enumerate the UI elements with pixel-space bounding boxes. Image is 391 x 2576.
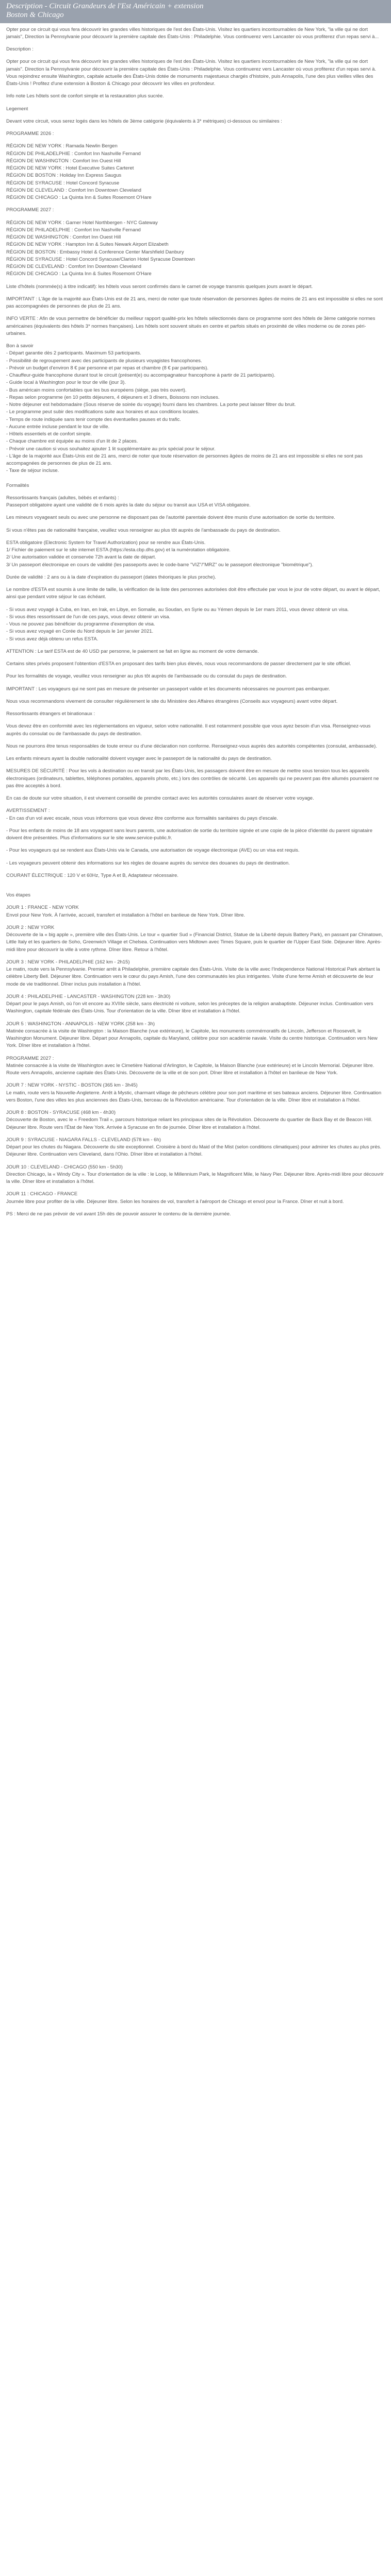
lodging-intro: Devant votre circuit, vous serez logés dans les hôtels de 3ème catégorie (équivalents à 3* métriques) ci-dessous ou similaires :: [6, 118, 282, 124]
hotel-line: RÉGION DE PHILADELPHIE : Comfort Inn Nashville Fernand: [6, 227, 141, 233]
day-text: Départ pour le pays Amish, où l'on vit encore au XVIIIe siècle, sans électricité ni voiture, selon les préceptes de la religion anabaptiste. Déjeuner inclus. Continuation vers Washington, capitale fédérale des États-Unis. Tour d'orientation de la ville. Dîner libre et installation à l'hôtel.: [6, 1001, 373, 1014]
foreign-line: Les enfants mineurs ayant la double nationalité doivent voyager avec le passeport de la nationalité du pays de destination.: [6, 756, 272, 761]
day-text: Départ pour les chutes du Niagara. Découverte du site exceptionnel. Croisière à bord du Maid of the Mist (selon conditions climatiques) pour admirer les chutes au plus près. Déjeuner libre. Continuation vers Cleveland, dans l'Ohio. Dîner libre et installation à l'hôtel.: [6, 1144, 382, 1158]
hotel-line: RÉGION DE BOSTON : Holiday Inn Express Saugus: [6, 173, 122, 179]
good-to-know-item: - Taxe de séjour incluse.: [6, 468, 59, 474]
formalities-line: - Si vous avez déjà obtenu un refus ESTA.: [6, 636, 99, 642]
good-to-know-item: - Départ garantie dès 2 participants. Maximum 53 participants.: [6, 350, 141, 357]
day-text: Découverte de Boston, avec le « Freedom Trail », parcours historique reliant les principaux sites de la Révolution. Découverte du quartier de Back Bay et de Beacon Hill. Déjeuner libre. Route vers l'État de New York. Arrivée à Syracuse en fin de journée. Dîner libre et installation à l'hôtel.: [6, 1117, 372, 1130]
formalities-line: Pour les formalités de voyage, veuillez vous renseigner au plus tôt auprès de l'ambassade ou du consulat du pays de destination.: [6, 673, 287, 680]
formalities-section: [6, 482, 385, 706]
day-text: Le matin, route vers la Pennsylvanie. Premier arrêt à Philadelphie, première capitale des États-Unis. Visite de la ville avec l'Independence National Historical Park abritant la célèbre Liberty Bell. Déjeuner libre. Continuation vers le cœur du pays Amish, l'une des communautés les plus intrigantes. Visite d'une ferme Amish et découverte de leur mode de vie traditionnel. Dîner inclus puis installation à l'hôtel.: [6, 967, 380, 987]
formalities-line: - Si vous avez voyagé en Corée du Nord depuis le 1er janvier 2021.: [6, 629, 154, 635]
day-title: PROGRAMME 2027 :: [6, 1055, 54, 1061]
hotel-line: RÉGION DE NEW YORK : Hampton Inn & Suites Newark Airport Elizabeth: [6, 242, 169, 248]
formalities-line: - Si vous êtes ressortissant de l'un de ces pays, vous devez obtenir un visa.: [6, 614, 171, 620]
formalities-line: 1/ Fichier de paiement sur le site internet ESTA (https://esta.cbp.dhs.gov) et la numérotation obligatoire.: [6, 547, 231, 553]
good-to-know-item: - Bus américain moins confortables que les bus européens (siège, pas très ouvert).: [6, 387, 187, 393]
section-title: Ressortissants étrangers et binationaux :: [6, 711, 95, 717]
formalities-line: Certains sites privés proposent l'obtention d'ESTA en proposant des tarifs bien plus élevés, nous vous recommandons de passer directement par le site officiel.: [6, 661, 351, 667]
hotel-line: RÉGION DE NEW YORK : Ramada Newlin Bergen: [6, 143, 118, 149]
foreign-line: MESURES DE SÉCURITÉ : Pour les vols à destination ou en transit par les États-Unis, les passagers doivent être en mesure de mettre sous tension tous les appareils électroniques (ordinateurs, tablettes, téléphones portables, appareils photo, etc.) lors des contrôles de sécurité. Les appareils qui ne peuvent pas être allumés pourraient ne pas être acceptés à bord.: [6, 768, 379, 789]
hotel-line: RÉGION DE CLEVELAND : Comfort Inn Downtown Cleveland: [6, 264, 141, 269]
intro-section: [6, 26, 385, 100]
day-text: Journée libre pour profiter de la ville. Déjeuner libre. Selon les horaires de vol, transfert à l'aéroport de Chicago et envol pour la France. Dîner et nuit à bord.: [6, 1198, 344, 1205]
intro-paragraph: Opter pour ce circuit qui vous fera découvrir les grandes villes historiques de l'est des États-Unis. Visitez les quartiers incontournables de New York, "la ville qui ne dort jamais", Direction la Pennsylvanie pour découvrir la première capitale des États-Unis : Philadelphie. Vous continuerez vers Lancaster où vous profiterez d'un repas servi à...: [6, 26, 379, 40]
warning-title: AVERTISSEMENT :: [6, 808, 50, 814]
hotel-line: RÉGION DE NEW YORK : Garner Hotel Northbergen - NYC Gateway: [6, 219, 158, 226]
good-to-know-title: Bon à savoir: [6, 343, 34, 349]
foreign-line: Nous ne pourrons être tenus responsables de toute erreur ou d'une déclaration non conforme. Renseignez-vous auprès des autorités compétentes (consulat, ambassade).: [6, 743, 377, 749]
day-title: JOUR 8 : BOSTON - SYRACUSE (468 km - 4h30): [6, 1110, 116, 1115]
description-label: Description :: [6, 46, 34, 52]
formalities-line: - Si vous avez voyagé à Cuba, en Iran, en Irak, en Libye, en Somalie, au Soudan, en Syrie ou au Yémen depuis le 1er mars 2011, vous devez obtenir un visa.: [6, 606, 349, 613]
section-title: Formalités: [6, 482, 29, 488]
footer-note: PS : Merci de ne pas prévoir de vol avant 15h dès de pouvoir assurer le contenu de la dernière journée.: [6, 1211, 231, 1217]
foreign-nationals-section: [6, 710, 385, 892]
hotel-line: RÉGION DE CHICAGO : La Quinta Inn & Suites Rosemont O'Hare: [6, 195, 152, 200]
formalities-line: Le nombre d'ESTA est soumis à une limite de taille, la vérification de la liste des personnes autorisées doit être effectuée par vous le jour de votre départ, ou avant le départ, ainsi que pendant votre séjour le cas échéant.: [6, 587, 380, 600]
warning-line: - Pour les voyageurs qui se rendent aux États-Unis via le Canada, une autorisation de voyage électronique (AVE) ou un visa est requis.: [6, 848, 300, 854]
good-to-know-item: - L'âge de la majorité aux États-Unis est de 21 ans, merci de noter que toute réservation de personnes âgées de moins de 21 ans est impossible si elles ne sont pas accompagnées de personnes de plus de 21 ans.: [6, 453, 363, 466]
info-verte-note: INFO VERTE : Afin de vous permettre de bénéficier du meilleur rapport qualité-prix les hôtels sélectionnés dans ce programme sont des hôtels de 3ème catégorie normes américaines (équivalents des hôtels 3* normes françaises). Les hôtels sont souvent situés en centre et parfois situés en proximité de villes moderne ou de zones péri-urbaines.: [6, 316, 376, 336]
hotel-line: RÉGION DE CHICAGO : La Quinta Inn & Suites Rosemont O'Hare: [6, 271, 152, 277]
good-to-know-item: - Possibilité de regroupement avec des participants de plusieurs voyagistes francophones.: [6, 358, 202, 364]
hotel-note: Liste d'hôtels (nommée(s) à titre indicatif): les hôtels vous seront confirmés dans le carnet de voyage transmis quelques jours avant le départ.: [6, 283, 313, 290]
description-paragraph: Opter pour ce circuit qui vous fera découvrir les grandes villes historiques de l'est des États-Unis. Visitez les quartiers incontournables de New York, "la ville qui ne dort jamais". Direction la Pennsylvanie pour découvrir la première capitale des États-Unis : Philadelphie. Vous continuerez vers Lancaster où vous profiterez d'un repas servi à. Vous rejoindrez ensuite Washington, capitale actuelle des États-Unis dotée de monuments majestueux chargés d'histoire, puis Annapolis, l'une des plus vieilles villes des États-Unis ! Profitez d'une extension à Boston & Chicago pour découvrir les villes en profondeur.: [6, 59, 376, 87]
good-to-know-item: - Aucune entrée incluse pendant le tour de ville.: [6, 423, 110, 430]
good-to-know-item: - Temps de route indiquée sans tenir compte des éventuelles pauses et du trafic.: [6, 416, 181, 422]
info-note: Info note Les hôtels sont de confort simple et la restauration plus sucrée.: [6, 93, 164, 99]
day-text: Le matin, route vers la Nouvelle-Angleterre. Arrêt à Mystic, charmant village de pêcheurs célèbre pour son port maritime et ses bateaux anciens. Déjeuner libre. Continuation vers Boston, l'une des villes les plus anciennes des États-Unis, berceau de la Révolution américaine. Tour d'orientation de la ville. Dîner libre et installation à l'hôtel.: [6, 1090, 382, 1103]
formalities-line: 2/ Une autorisation validée et conservée 72h avant la date de départ.: [6, 554, 156, 561]
hotel-line: RÉGION DE WASHINGTON : Comfort Inn Ouest Hill: [6, 234, 121, 240]
warning-line: - Pour les enfants de moins de 18 ans voyageant sans leurs parents, une autorisation de sortie du territoire signée et une copie de la pièce d'identité du parent signataire doivent être présentées. Plus d'informations sur le site www.service-public.fr.: [6, 827, 373, 841]
header-title-line1: Description - Circuit Grandeurs de l'Est Américain + extension: [6, 2, 204, 10]
hotel-line: RÉGION DE CLEVELAND : Comfort Inn Downtown Cleveland: [6, 187, 141, 193]
lodging-section: [6, 106, 385, 482]
good-to-know-item: - Le programme peut subir des modifications suite aux horaires et aux conditions locales.: [6, 409, 200, 415]
good-to-know-item: - Repas selon programme (en 10 petits déjeuners, 4 déjeuners et 3 dîners, Boissons non incluses.: [6, 394, 220, 400]
day-title: JOUR 1 : FRANCE - NEW YORK: [6, 905, 79, 911]
section-title: Legement: [6, 106, 28, 112]
day-title: JOUR 11 : CHICAGO - FRANCE: [6, 1191, 78, 1197]
day-title: JOUR 5 : WASHINGTON - ANNAPOLIS - NEW YORK (258 km - 3h): [6, 1021, 155, 1027]
important-note: IMPORTANT : L'âge de la majorité aux États-Unis est de 21 ans, merci de noter que toute réservation de personnes âgées de moins de 21 ans est impossible si elles ne sont pas accompagnées de personnes de plus de 21 ans.: [6, 296, 383, 309]
hotel-line: RÉGION DE BOSTON : Embassy Hotel & Conference Center Marshfield Danbury: [6, 249, 184, 255]
page-header: [0, 0, 391, 23]
day-title: JOUR 4 : PHILADELPHIE - LANCASTER - WASHINGTON (228 km - 3h30): [6, 993, 171, 999]
day-text: Direction Chicago, la « Windy City ». Tour d'orientation de la ville : le Loop, le Millennium Park, le Magnificent Mile, le Navy Pier. Déjeuner libre. Après-midi libre pour découvrir la ville. Dîner libre et installation à l'hôtel.: [6, 1171, 384, 1184]
formalities-line: ATTENTION : Le tarif ESTA est de 40 USD par personne, le paiement se fait en ligne au moment de votre demande.: [6, 648, 259, 654]
foreign-line: Vous devez être en conformité avec les réglementations en vigueur, selon votre nationalité. Il est notamment possible que vous ayez besoin d'un visa. Renseignez-vous auprès du consulat ou de l'ambassade du pays de destination.: [6, 723, 371, 737]
day-text: Découverte de la « big apple », première ville des États-Unis. Le tour « quartier Sud » (Financial District, Statue de la Liberté depuis Battery Park), en passant par Chinatown, Little Italy et les quartiers de Soho, Greenwich Village et Chelsea. Continuation vers Midtown avec Times Square, puis le quartier de l'Upper East Side. Déjeuner libre. Après-midi libre pour découvrir la ville à votre rythme. Dîner libre. Retour à l'hôtel.: [6, 932, 383, 953]
hotel-line: RÉGION DE WASHINGTON : Comfort Inn Ouest Hill: [6, 158, 121, 164]
warning-line: - En cas d'un vol avec escale, nous vous informons que vous devez être conforme aux formalités sanitaires du pays d'escale.: [6, 815, 278, 821]
electric-current-note: COURANT ÉLECTRIQUE : 120 V et 60Hz, Type A et B, Adaptateur nécessaire.: [6, 872, 178, 878]
foreign-line: En cas de doute sur votre situation, il est vivement conseillé de prendre contact avec les autorités consulaires avant de réserver votre voyage.: [6, 795, 314, 801]
formalities-line: Passeport obligatoire ayant une validité de 6 mois après la date du séjour ou transit aux USA et VISA obligatoire.: [6, 502, 251, 508]
formalities-line: ESTA obligatoire (Electronic System for Travel Authorization) pour se rendre aux États-Unis.: [6, 539, 206, 546]
hotel-line: RÉGION DE SYRACUSE : Hotel Concord Syracuse: [6, 180, 120, 186]
formalities-line: IMPORTANT : Les voyageurs qui ne sont pas en mesure de présenter un passeport valide et les documents nécessaires ne pourront pas embarquer.: [6, 686, 330, 692]
program-label: PROGRAMME 2026 :: [6, 131, 54, 137]
formalities-line: Durée de validité : 2 ans ou à la date d'expiration du passeport (dates théoriques le plus proche).: [6, 574, 216, 580]
itinerary-section: [6, 892, 385, 1218]
good-to-know-item: - Chaque chambre est équipée au moins d'un lit de 2 places.: [6, 438, 138, 445]
warning-line: - Les voyageurs peuvent obtenir des informations sur les règles de douane auprès du service des douanes du pays de destination.: [6, 860, 290, 866]
good-to-know-item: - Prévoir un budget d'environ 8 € par personne et par repas et chambre (8 € par participants).: [6, 365, 209, 371]
day-title: JOUR 9 : SYRACUSE - NIAGARA FALLS - CLEVELAND (578 km - 6h): [6, 1137, 161, 1143]
formalities-line: Ressortissants français (adultes, bébés et enfants) :: [6, 495, 119, 501]
content: [0, 23, 391, 1234]
formalities-line: 3/ Un passeport électronique en cours de validité (les passeports avec le code-barre "VIZ"/"MRZ" ou le passeport électronique "biométrique").: [6, 562, 314, 568]
section-title: Vos étapes: [6, 892, 31, 898]
day-title: JOUR 2 : NEW YORK: [6, 924, 55, 930]
formalities-line: Nous vous recommandons vivement de consulter régulièrement le site du Ministère des Affaires étrangères (Conseils aux voyageurs) avant votre départ.: [6, 698, 338, 704]
hotel-line: RÉGION DE PHILADELPHIE : Comfort Inn Nashville Fernand: [6, 150, 141, 157]
hotel-line: RÉGION DE SYRACUSE : Hotel Concord Syracuse/Clarion Hotel Syracuse Downtown: [6, 256, 195, 262]
header-title-line2: Boston & Chicago: [6, 11, 64, 20]
good-to-know-item: - Prévoir une caution si vous souhaitez ajouter 1 lit supplémentaire au prix spécial pour le séjour.: [6, 446, 216, 452]
formalities-line: Si vous n'êtes pas de nationalité française, veuillez vous renseigner au plus tôt auprès de l'ambassade du pays de destination.: [6, 527, 281, 533]
day-title: JOUR 10 : CLEVELAND - CHICAGO (550 km - 5h30): [6, 1164, 123, 1170]
day-text: Envol pour New York. À l'arrivée, accueil, transfert et installation à l'hôtel en banlieue de New York. Dîner libre.: [6, 912, 246, 918]
program-label: PROGRAMME 2027 :: [6, 207, 54, 213]
good-to-know-item: - Hôtels essentiels et de confort simple.: [6, 431, 92, 437]
good-to-know-item: - Notre déjeuner est hebdomadaire (Sous réserve de soirée du voyage) fourni dans les chambres. La porte peut laisser filtrer du bruit.: [6, 402, 296, 408]
day-title: JOUR 7 : NEW YORK - NYSTIC - BOSTON (365 km - 3h45): [6, 1082, 138, 1089]
hotel-line: RÉGION DE NEW YORK : Hotel Executive Suites Carteret: [6, 165, 134, 171]
day-title: JOUR 3 : NEW YORK - PHILADELPHIE (162 km - 2h15): [6, 959, 130, 965]
formalities-line: Les mineurs voyageant seuls ou avec une personne ne disposant pas de l'autorité parentale doivent être munis d'une autorisation de sortie du territoire.: [6, 515, 335, 521]
day-text: Matinée consacrée à la visite de Washington avec le Cimetière National d'Arlington, le Capitole, la Maison Blanche (vue extérieure) et le Lincoln Memorial. Déjeuner libre. Route vers Annapolis, ancienne capitale des États-Unis. Découverte de la ville et de son port. Dîner libre et installation à l'hôtel en banlieue de New York.: [6, 1062, 374, 1076]
day-text: Matinée consacrée à la visite de Washington : la Maison Blanche (vue extérieure), le Capitole, les monuments commémoratifs de Lincoln, Jefferson et Roosevelt, le Washington Monument. Déjeuner libre. Départ pour Annapolis, capitale du Maryland, célèbre pour son académie navale. Visite du centre historique. Continuation vers New York. Dîner libre et installation à l'hôtel.: [6, 1028, 378, 1049]
good-to-know-item: - Guide local à Washington pour le tour de ville (jour 3).: [6, 380, 126, 386]
good-to-know-item: - Chauffeur-guide francophone durant tout le circuit (présent(e) ou accompagnateur francophone à partir de 21 participants).: [6, 372, 275, 378]
formalities-line: - Vous ne pouvez pas bénéficier du programme d'exemption de visa.: [6, 621, 155, 627]
